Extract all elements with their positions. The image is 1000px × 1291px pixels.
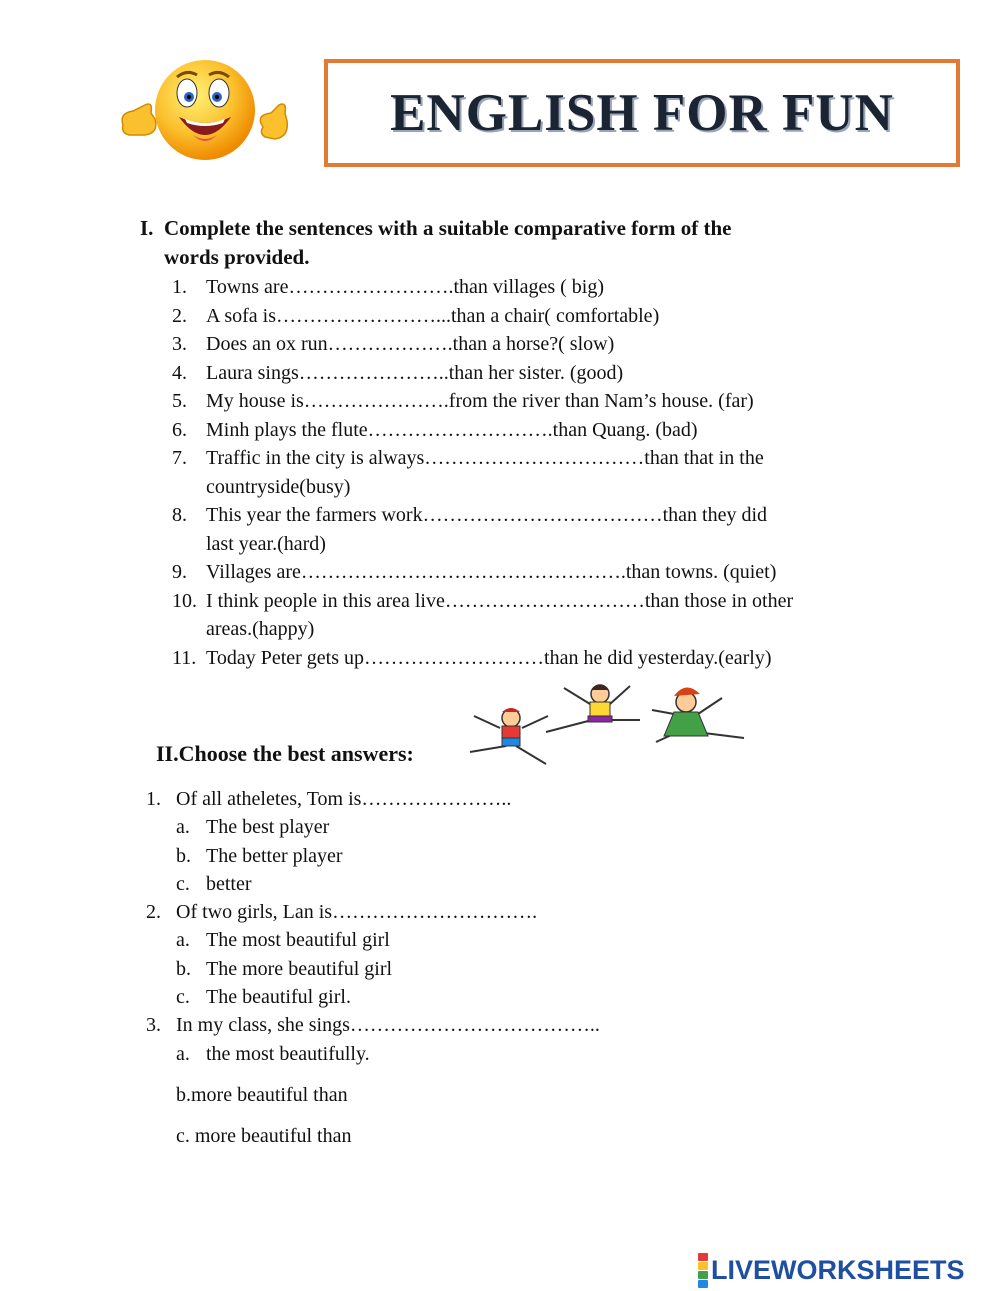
mc-option [146,1040,786,1068]
mc-question-number: 2. [146,901,161,924]
section-1-heading [140,214,840,272]
question-text: Villages are………………………………………….than towns. (quiet) [206,561,777,583]
question-text: Minh plays the flute……………………….than Quang. (bad) [206,418,698,441]
question-number: 11. [172,646,197,669]
mc-question-text: Of two girls, Lan is…………………………. [176,901,538,924]
section-1-questions [172,273,892,672]
question-row [172,359,892,388]
mc-option [146,870,786,898]
mc-option-text: better [206,872,252,895]
question-row [172,587,892,616]
question-text: My house is………………….from the river than Nam’s house. (far) [206,390,754,412]
question-text: Today Peter gets up………………………than he did yesterday.(early) [206,646,772,669]
mc-option-letter: a. [176,816,190,839]
question-row [172,501,892,530]
mc-option [146,955,786,983]
logo-block [698,1271,708,1279]
question-text: Traffic in the city is always……………………………than that in the [206,447,764,469]
mc-option-letter: a. [176,929,190,952]
section-1-number: I. [140,216,154,240]
mc-option-text: The best player [206,816,330,839]
question-number: 5. [172,390,187,412]
question-text: A sofa is……………………...than a chair( comfortable) [206,304,660,327]
mc-option [146,983,786,1011]
mc-option-text: The beautiful girl. [206,986,351,1009]
logo-block [698,1262,708,1270]
mc-option-letter: c. [176,986,190,1009]
question-row [172,530,892,559]
question-row [172,330,892,359]
mc-option-letter: a. [176,1042,190,1065]
question-text: Laura sings…………………..than her sister. (good) [206,361,624,384]
question-row [172,387,892,416]
liveworksheets-logo-icon [698,1253,708,1288]
question-number: 3. [172,333,187,355]
question-text: This year the farmers work………………………………than they did [206,504,768,526]
children-jumping-icon [460,680,750,770]
mc-question-text: Of all atheletes, Tom is………………….. [176,788,512,810]
mc-option [146,926,786,954]
question-text: countryside(busy) [206,475,351,498]
question-number: 7. [172,447,187,469]
section-1-heading-line-2: words provided. [164,245,310,269]
mc-option [146,842,786,870]
mc-option-plain: b.more beautiful than [176,1083,348,1106]
smiley-thumbs-icon [115,55,290,170]
question-row [172,615,892,644]
question-row [172,644,892,673]
mc-question [146,1011,786,1039]
question-number: 2. [172,304,187,327]
question-text: Does an ox run……………….than a horse?( slow) [206,333,615,355]
question-number: 8. [172,504,187,526]
mc-option-plain: c. more beautiful than [176,1125,352,1148]
question-row [172,473,892,502]
mc-option-text: the most beautifully. [206,1042,370,1065]
question-number: 1. [172,276,187,298]
question-text: last year.(hard) [206,532,326,555]
question-text: areas.(happy) [206,618,315,640]
page-title: ENGLISH FOR FUN [390,84,894,142]
logo-block [698,1253,708,1261]
logo-block [698,1280,708,1288]
mc-option-text: The better player [206,844,343,867]
liveworksheets-brand: LIVEWORKSHEETS [711,1254,965,1285]
question-row [172,558,892,587]
mc-option-letter: c. [176,872,190,895]
question-number: 6. [172,418,187,441]
question-text: I think people in this area live…………………………than those in other [206,589,794,612]
mc-question-text: In my class, she sings……………………………….. [176,1014,600,1037]
mc-option-letter: b. [176,844,191,867]
mc-option [146,813,786,841]
question-row [172,273,892,302]
mc-question [146,785,786,813]
liveworksheets-logo [698,1253,965,1287]
question-number: 4. [172,361,187,384]
question-number: 9. [172,561,187,583]
question-row [172,444,892,473]
title-box [324,59,960,167]
question-row [172,416,892,445]
mc-question [146,898,786,926]
section-1-heading-line-1: Complete the sentences with a suitable comparative form of the [164,216,732,240]
question-text: Towns are…………………….than villages ( big) [206,276,604,298]
mc-option-letter: b. [176,957,191,980]
mc-option-text: The more beautiful girl [206,957,393,980]
mc-question-number: 1. [146,788,161,810]
mc-question-number: 3. [146,1014,161,1037]
question-number: 10. [172,589,197,612]
section-2-questions [146,785,786,1151]
question-row [172,302,892,331]
section-2-heading: II.Choose the best answers: [156,741,414,766]
mc-option-text: The most beautiful girl [206,929,390,952]
